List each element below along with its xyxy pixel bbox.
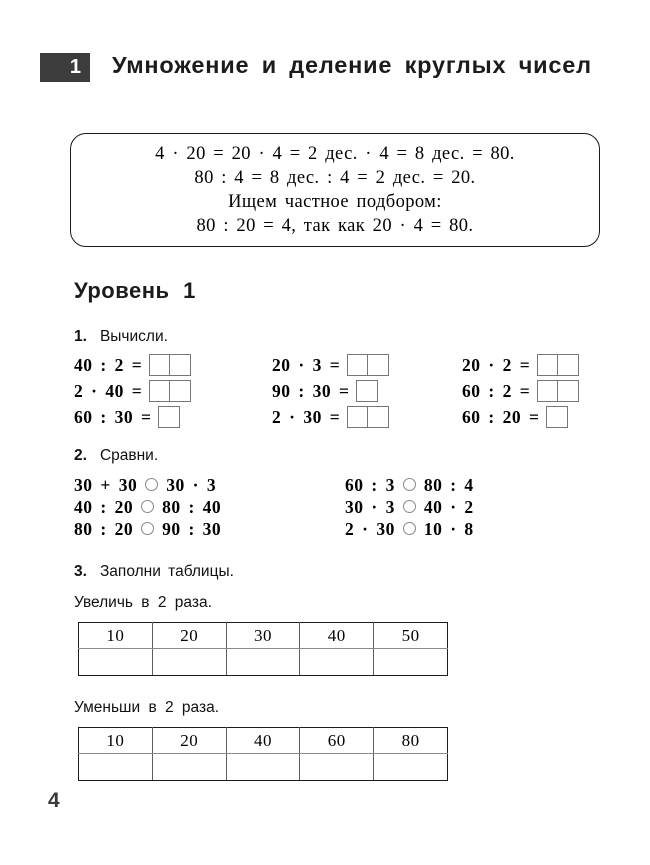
expression: 20 · 2 = <box>462 355 531 375</box>
task-2-row <box>345 516 474 542</box>
table-1-label: Увеличь в 2 раза. <box>74 594 212 611</box>
expression: 2 · 40 = <box>74 381 143 401</box>
comparison-left: 60 : 3 <box>345 475 395 495</box>
rule-line-4: 80 : 20 = 4, так как 20 · 4 = 80. <box>196 216 474 236</box>
answer-cell[interactable] <box>538 355 558 375</box>
table-row <box>79 728 448 754</box>
answer-cell[interactable] <box>159 407 179 427</box>
task-1-text: Вычисли. <box>99 328 168 345</box>
task-2-text: Сравни. <box>99 447 159 464</box>
answer-cell[interactable] <box>150 381 170 401</box>
comparison-right: 90 : 30 <box>162 519 222 539</box>
table-cell: 60 <box>300 728 374 754</box>
answer-cell[interactable] <box>558 381 578 401</box>
increase-table <box>78 622 448 676</box>
comparison-circle[interactable] <box>145 478 158 491</box>
page-number: 4 <box>48 789 60 812</box>
task-1-row <box>272 378 378 404</box>
task-3-text: Заполни таблицы. <box>99 563 234 580</box>
answer-cell[interactable] <box>170 355 190 375</box>
answer-box[interactable] <box>537 380 579 402</box>
table-cell: 40 <box>300 623 374 649</box>
task-2-number: 2. <box>74 447 87 464</box>
answer-cell[interactable] <box>374 649 448 676</box>
task-2-row <box>74 516 221 542</box>
comparison-right: 30 · 3 <box>166 475 217 495</box>
page-title: Умножение и деление круглых чисел <box>112 52 592 78</box>
rule-line-1: 4 · 20 = 20 · 4 = 2 дес. · 4 = 8 дес. = 80. <box>155 144 515 164</box>
comparison-circle[interactable] <box>141 522 154 535</box>
answer-cell[interactable] <box>226 649 300 676</box>
expression: 20 · 3 = <box>272 355 341 375</box>
task-1-row <box>462 404 568 430</box>
answer-cell[interactable] <box>226 754 300 781</box>
comparison-left: 2 · 30 <box>345 519 395 539</box>
table-cell: 30 <box>226 623 300 649</box>
comparison-left: 40 : 20 <box>74 497 134 517</box>
comparison-right: 80 : 40 <box>162 497 222 517</box>
task-1-row <box>462 378 579 404</box>
comparison-circle[interactable] <box>403 522 416 535</box>
table-cell: 10 <box>79 728 153 754</box>
decrease-table <box>78 727 448 781</box>
rule-line-3: Ищем частное подбором: <box>228 192 442 212</box>
chapter-number-badge: 1 <box>40 53 90 82</box>
task-1-row <box>74 352 191 378</box>
chapter-header <box>40 50 600 82</box>
answer-cell[interactable] <box>79 754 153 781</box>
task-3-heading <box>74 563 234 581</box>
answer-box[interactable] <box>347 406 389 428</box>
table-cell: 10 <box>79 623 153 649</box>
comparison-left: 80 : 20 <box>74 519 134 539</box>
task-1-row <box>74 378 191 404</box>
table-cell: 80 <box>374 728 448 754</box>
table-cell: 20 <box>152 623 226 649</box>
task-1-number: 1. <box>74 328 87 345</box>
answer-box[interactable] <box>149 380 191 402</box>
answer-cell[interactable] <box>374 754 448 781</box>
answer-cell[interactable] <box>368 407 388 427</box>
comparison-right: 80 : 4 <box>423 475 474 495</box>
answer-cell[interactable] <box>79 649 153 676</box>
answer-cell[interactable] <box>300 754 374 781</box>
answer-cell[interactable] <box>558 355 578 375</box>
rule-box <box>70 133 600 247</box>
answer-cell[interactable] <box>348 407 368 427</box>
table-cell: 40 <box>226 728 300 754</box>
table-2-label: Уменьши в 2 раза. <box>74 699 220 716</box>
comparison-left: 30 · 3 <box>345 497 395 517</box>
answer-cell[interactable] <box>170 381 190 401</box>
answer-cell[interactable] <box>357 381 377 401</box>
table-row <box>79 623 448 649</box>
answer-box[interactable] <box>537 354 579 376</box>
comparison-left: 30 + 30 <box>74 475 138 495</box>
table-cell: 50 <box>374 623 448 649</box>
task-1-row <box>74 404 180 430</box>
answer-box[interactable] <box>149 354 191 376</box>
task-1-row <box>462 352 579 378</box>
comparison-circle[interactable] <box>141 500 154 513</box>
expression: 90 : 30 = <box>272 381 350 401</box>
answer-cell[interactable] <box>150 355 170 375</box>
expression: 60 : 30 = <box>74 407 152 427</box>
comparison-right: 10 · 8 <box>423 519 474 539</box>
table-row <box>79 649 448 676</box>
task-2-heading <box>74 447 158 465</box>
answer-cell[interactable] <box>538 381 558 401</box>
comparison-circle[interactable] <box>403 478 416 491</box>
task-3-number: 3. <box>74 563 87 580</box>
expression: 60 : 2 = <box>462 381 531 401</box>
answer-box[interactable] <box>546 406 568 428</box>
answer-cell[interactable] <box>547 407 567 427</box>
task-1-heading <box>74 328 168 346</box>
level-heading: Уровень 1 <box>74 278 196 303</box>
answer-cell[interactable] <box>152 649 226 676</box>
expression: 2 · 30 = <box>272 407 341 427</box>
expression: 60 : 20 = <box>462 407 540 427</box>
expression: 40 : 2 = <box>74 355 143 375</box>
comparison-circle[interactable] <box>403 500 416 513</box>
answer-box[interactable] <box>356 380 378 402</box>
answer-cell[interactable] <box>348 355 368 375</box>
answer-box[interactable] <box>158 406 180 428</box>
table-cell: 20 <box>152 728 226 754</box>
task-1-row <box>272 352 389 378</box>
answer-cell[interactable] <box>368 355 388 375</box>
task-1-row <box>272 404 389 430</box>
rule-line-2: 80 : 4 = 8 дес. : 4 = 2 дес. = 20. <box>194 168 476 188</box>
table-row <box>79 754 448 781</box>
answer-box[interactable] <box>347 354 389 376</box>
answer-cell[interactable] <box>300 649 374 676</box>
comparison-right: 40 · 2 <box>423 497 474 517</box>
answer-cell[interactable] <box>152 754 226 781</box>
